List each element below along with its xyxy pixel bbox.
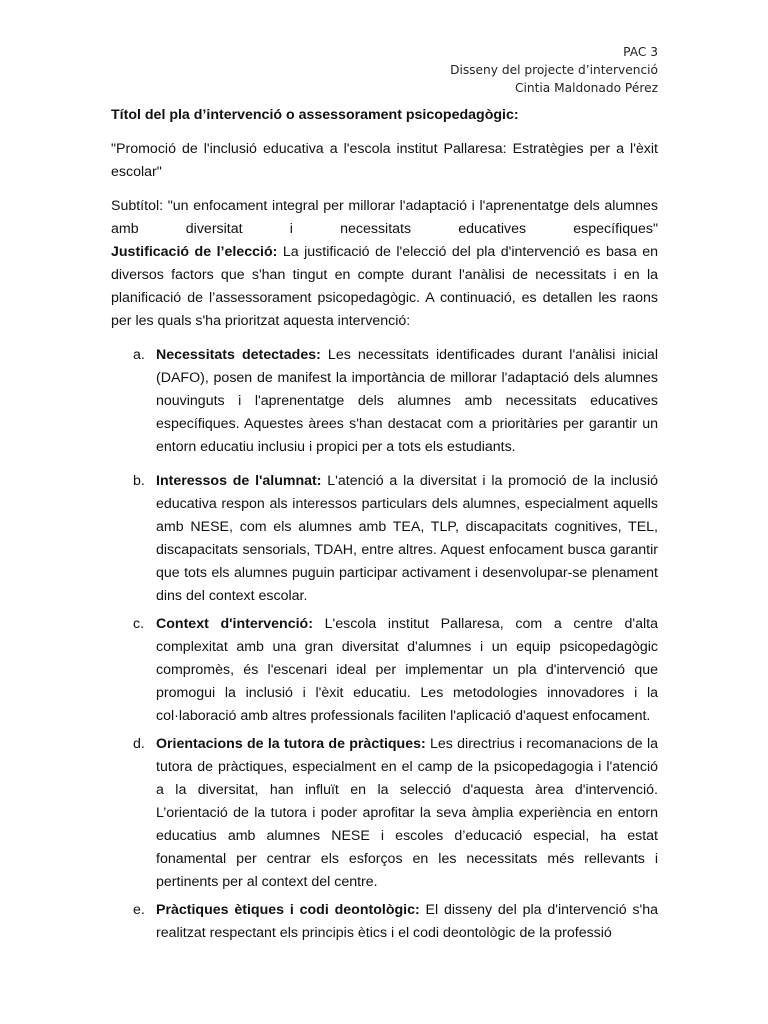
justification-label: Justificació de l’elecció:: [111, 244, 278, 260]
header-line-course: PAC 3: [623, 45, 658, 59]
list-item: [111, 899, 658, 945]
section-heading: Títol del pla d’intervenció o assessorament psicopedagògic:: [111, 107, 519, 123]
list-item: [111, 344, 658, 459]
list-marker: d.: [133, 736, 145, 752]
list-item: [111, 733, 658, 894]
list-marker: e.: [133, 902, 145, 918]
plan-title: "Promoció de l'inclusió educativa a l'escola institut Pallaresa: Estratègies per a l'èxit escolar": [111, 141, 658, 180]
page-header: [450, 43, 658, 97]
list-item-text: L'escola institut Pallaresa, com a centre d'alta complexitat amb una gran diversitat d'alumnes i un equip psicopedagògic compromès, és l'escenari ideal per implementar un pla d'intervenció que promogui la inclusió i l'èxit educatiu. Les metodologies innovadores i la col·laboració amb altres professionals faciliten l'aplicació d'aquest enfocament.: [156, 616, 658, 724]
header-line-project: Disseny del projecte d’intervenció: [450, 63, 658, 77]
list-item-label: Pràctiques ètiques i codi deontològic:: [156, 902, 420, 918]
list-item-text: El disseny del pla d'intervenció s'ha realitzat respectant els principis ètics i el codi deontològic de la professió: [156, 902, 659, 941]
reasons-list: [111, 344, 658, 945]
plan-subtitle: Subtítol: "un enfocament integral per millorar l'adaptació i l'aprenentatge dels alumnes amb diversitat i necessitats educatives específiques": [111, 198, 658, 237]
list-marker: c.: [133, 616, 145, 632]
list-item-text: Les directrius i recomanacions de la tutora de pràctiques, especialment en el camp de la psicopedagogia i l'atenció a la diversitat, han influït en la selecció d'aquesta àrea d'intervenció. L’orientació de la tutora i poder aprofitar la seva àmplia experiència en entorn educatius amb alumnes NESE i escoles d’educació especial, ha estat fonamental per centrar els esforços en les necessitats més rellevants i pertinents per al context del centre.: [156, 736, 659, 890]
header-line-author: Cintia Maldonado Pérez: [514, 81, 658, 95]
list-item-label: Orientacions de la tutora de pràctiques:: [156, 736, 426, 752]
list-item-text: L'atenció a la diversitat i la promoció de la inclusió educativa respon als interessos particulars dels alumnes, especialment aquells amb NESE, com els alumnes amb TEA, TLP, discapacitats cognitives, TEL, discapacitats sensorials, TDAH, entre altres. Aquest enfocament busca garantir que tots els alumnes puguin participar activament i desenvolupar-se plenament dins del context escolar.: [156, 473, 658, 604]
list-item-label: Interessos de l'alumnat:: [156, 473, 322, 489]
list-item-text: Les necessitats identificades durant l'anàlisi inicial (DAFO), posen de manifest la importància de millorar l'adaptació dels alumnes nouvinguts i l'aprenentatge dels alumnes amb necessitats educatives específiques. Aquestes àrees s'han destacat com a prioritàries per garantir un entorn educatiu inclusiu i propici per a tots els estudiants.: [156, 347, 658, 455]
justification-paragraph: [111, 241, 658, 333]
list-marker: b.: [133, 473, 145, 489]
list-item-label: Necessitats detectades:: [156, 347, 321, 363]
list-item: [111, 613, 658, 728]
list-marker: a.: [133, 347, 145, 363]
document-body: [111, 104, 658, 945]
list-item-label: Context d'intervenció:: [156, 616, 313, 632]
list-item: [111, 470, 658, 608]
justification-text: La justificació de l'elecció del pla d'intervenció es basa en diversos factors que s'han tingut en compte durant l'anàlisi de necessitats i en la planificació de l’assessorament psicopedagògic. A continuació, es detallen les raons per les quals s'ha prioritzat aquesta intervenció:: [111, 244, 658, 329]
